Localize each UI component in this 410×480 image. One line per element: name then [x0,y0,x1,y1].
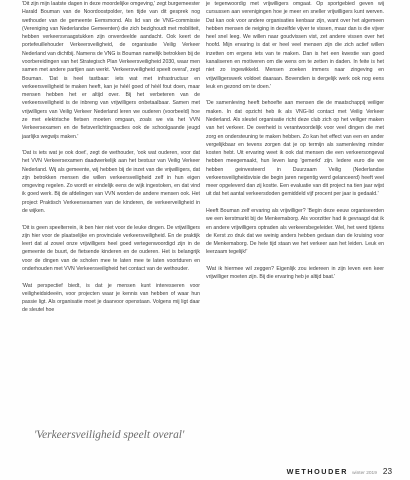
magazine-title: WETHOUDER [286,467,349,476]
article-paragraph: 'Wat ik hiermee wil zeggen? Eigenlijk zou iedereen in zijn leven een keer vrijwilliger moeten zijn. Bij die ervaring heb je altijd baat.' [206,266,384,281]
page-number: 23 [382,467,392,476]
article-paragraph: je tegenwoordig met vrijwilligers omgaat. Op sportgebied geven wij cursussen aan verenigingen hoe je meer en sneller vrijwilligers kunt werven. Dat kan ook voor andere organisaties kenbaar zijn, want over het algemeen hebben mensen de neiging in dezelfde vijver te vissen, maar dan is die vijver heel snel leeg. We willen naar goudvissen vist, zet andere vissen over het hoofd. Mijn ervaring is dat er heel veel mensen zijn die zich actief willen inzetten om ergens iets van te maken. Dan is het een kwestie van goed kanaliseren en motiveren om die wens om te zetten in daden. In feite is het niet zo ingewikkeld. Mensen zoeken immers naar zingeving en vrijwilligerswerk voldoet daaraan. Bovendien is dergelijk werk ook nog eens leuk en gezond om te doen.' [206,1,384,90]
article-paragraph: Heeft Bouman zelf ervaring als vrijwilliger? 'Begin deze eeuw organiseerden we een kerstmarkt bij de Menkemaborg. Als voorzitter had ik gevraagd dat ik en andere vrijwilligers optraden als verkeersbegeleider. Wel, het werd tijdens de Kerst zo druk dat we weinig anders hebben gedaan dan de kruising voor de Menkemaborg. De hele tijd staan we het verkeer aan het leiden. Leuk en leerzaam tegelijk!' [206,208,384,256]
issue-label: winter 2019 [352,471,377,476]
article-paragraph: 'Dit zijn mijn laatste dagen in deze moordelijke omgeving,' zegt burgemeester Harald Bouman van de Noordoostpolder, ten tijde van dit gesprek nog wethouder van de gemeente Eemsmond. Als lid van de VNG-commissie (Vereniging van Nederlandse Gemeenten) die zich bezighoudt met mobiliteit, hebben verkeersvraagstukken zijn onverdeelde aandacht. Ook keert de portefeuillehouder Verkeersveiligheid, de organisatie Veilig Verkeer Nederland van dichtbij. Namens de VNG is Bouman namelijk betrokken bij de voorbereidingen van het Strategisch Plan Verkeersveiligheid 2030, waar men samen met andere partijen aan werkt. 'Verkeersveiligheid speelt overal', zegt Bouman. 'Dat is heel tastbaar: iets wat met infrastructuur en verkeersveiligheid te maken heeft, kan je héél goed of héél fout doen, maar mensen hebben het er altijd over. Bij het verbeteren van de verkeersveiligheid is de inbreng van vrijwilligers onbetaalbaar. Samen met vrijwilligers van Veilig Verkeer Nederland leren we ouderen (voorbeeld) hoe ze met elektrische fietsen moeten omgaan, zoals we via het VVN Verkeersexamen en de fietsverlichtingsacties ook de schoolgaande jeugd jaarlijks wegwijs maken.' [22,1,200,140]
article-paragraph: 'De samenleving heeft behoefte aan mensen die de maatschappij veiliger maken. In dat opzicht heb ik als VNG-lid contact met Veilig Verkeer Nederland. Als sleutel organisatie richt deze club zich op het veiliger maken van het verkeer. De overheid is verantwoordelijk voor veel dingen die met zorg en ondersteuning te maken hebben. Zo kan het effect van een en ander vergelijkbaar en tevens zorgen dat je op termijn als samenleving minder kosten hebt. Uit ervaring weet ik ook dat mensen die een verkeersongeval hebben meegemaakt, hun leven lang 'gemerkt' zijn. Iedere euro die we hebben geinvesteerd in Duurzaam Veilig (Nederlandse verkeersveiligheidsvisie die begin jaren negentig werd gelanceerd) heeft veel meer opgeleverd dan zij kostte. Een evaluatie van dit project na tien jaar wijst uit dat het aantal verkeersdoden gemiddeld vijf procent per jaar is gedaald.' [206,100,384,198]
page-footer [287,467,392,476]
article-paragraph: 'Dit is geen speelterrein, ik ben hier niet voor de leuke dingen. De vrijwilligers zijn hier voor de plaatselijke en provinciale verkeersveiligheid. En de praktijk leert dat al zowel onze vrijwilligers heel goed vertegenwoordigd zijn in de gemeente de buurt, de fietsende kinderen en de ouderen. Het is belangrijk voor de dingen van de scholen mee te laten mee te laten voortduren en onderhouden met VVN Verkeersveiligheid het contact van de wethouder. [22,224,200,273]
pull-quote: 'Verkeersveiligheid speelt overal' [34,429,185,441]
article-column-left [22,0,200,323]
article-paragraph: 'Dat is iets wat je ook doet', zegt de wethouder, 'ook wat ouderen, voor dat het VVN Verkeersexamen daadwerkelijk aan het bestuur van Veilig Verkeer Nederland. Wij als gemeente, wij hebben bij de inzet van die vrijwilligers, dat zijn betrokken mensen die willen verkeersveiligheid zelf in hun eigen omgeving regelen. Zo wordt er eindelijk eens de wijk ingestoken, en dat vind ik goed werk. Bij de afdelingen van VVN worden de andere mensen ook. Het project Praktisch Verkeersexamen van de kinderen, de verkeerveiligheid in de wijken. [22,150,200,215]
article-column-right [206,0,384,290]
article-paragraph: 'Wat perspectief biedt, is dat je mensen kunt interesseren voor veiligheidsideeën, voor projecten waar je kennis van hebben of waar hun passie ligt. Als organisatie moet je daarvoor openstaan. Volgens mij ligt daar de sleutel hoe [22,282,200,314]
